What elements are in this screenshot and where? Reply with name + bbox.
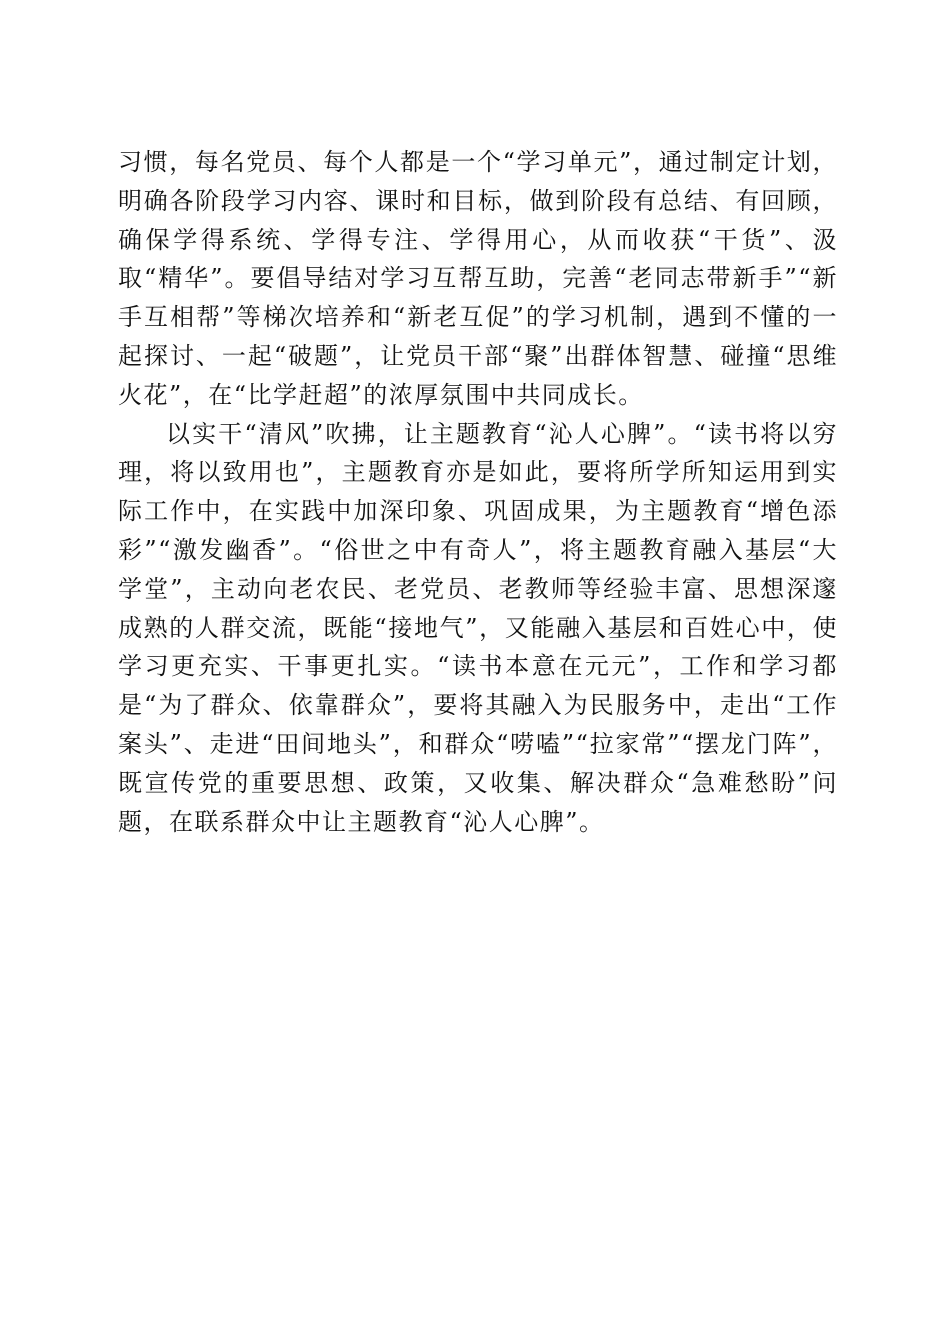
document-body (118, 143, 838, 841)
paragraph-continuation: 习惯，每名党员、每个人都是一个“学习单元”，通过制定计划，明确各阶段学习内容、课时和目标，做到阶段有总结、有回顾，确保学得系统、学得专注、学得用心，从而收获“干货”、汲取“精华”。要倡导结对学习互帮互助，完善“老同志带新手”“新手互相帮”等梯次培养和“新老互促”的学习机制，遇到不懂的一起探讨、一起“破题”，让党员干部“聚”出群体智慧、碰撞“思维火花”，在“比学赶超”的浓厚氛围中共同成长。 (118, 148, 838, 409)
paragraph-practice: 以实干“清风”吹拂，让主题教育“沁人心脾”。“读书将以穷理，将以致用也”，主题教育亦是如此，要将所学所知运用到实际工作中，在实践中加深印象、巩固成果，为主题教育“增色添彩”“激发幽香”。“俗世之中有奇人”，将主题教育融入基层“大学堂”，主动向老农民、老党员、老教师等经验丰富、思想深邃成熟的人群交流，既能“接地气”，又能融入基层和百姓心中，使学习更充实、干事更扎实。“读书本意在元元”，工作和学习都是“为了群众、依靠群众”，要将其融入为民服务中，走出“工作案头”、走进“田间地头”，和群众“唠嗑”“拉家常”“摆龙门阵”，既宣传党的重要思想、政策，又收集、解决群众“急难愁盼”问题，在联系群众中让主题教育“沁人心脾”。 (118, 419, 838, 836)
